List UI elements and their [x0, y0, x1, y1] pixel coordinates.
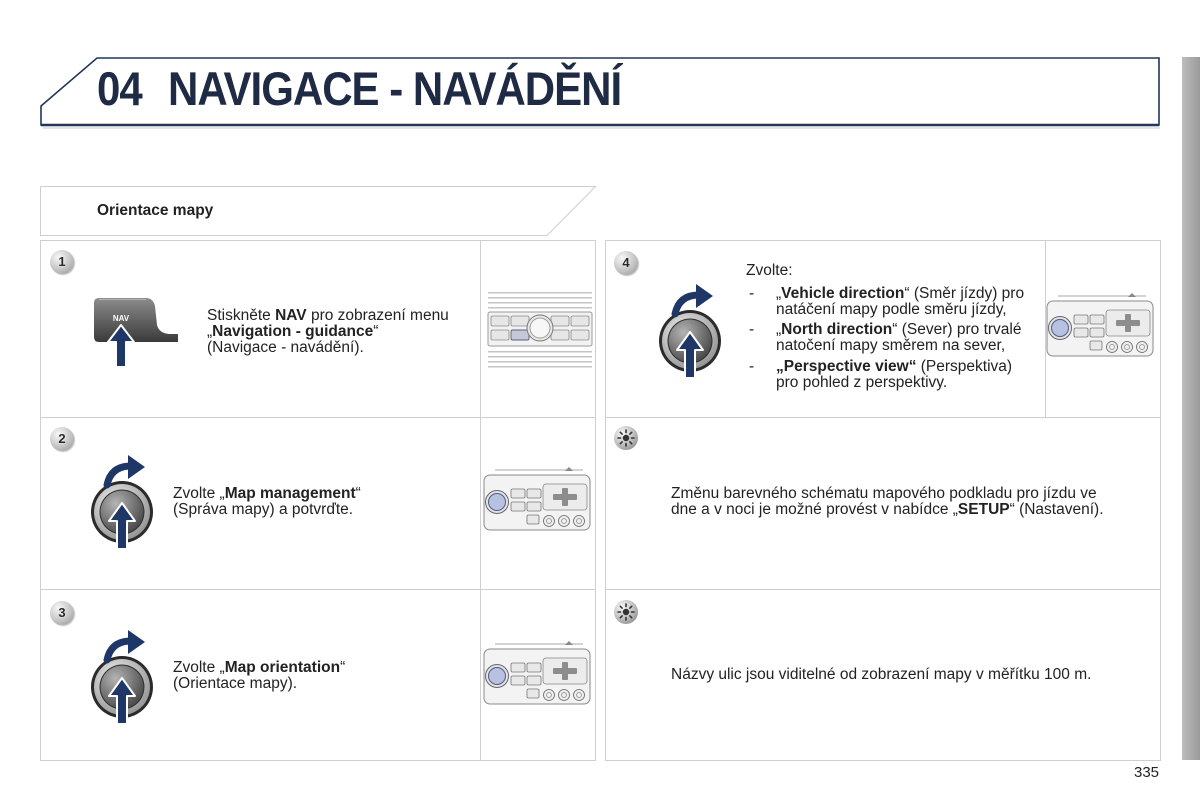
option-line — [776, 359, 1012, 375]
menu-map-management: Map management — [224, 485, 356, 502]
text-run: „ — [776, 321, 782, 338]
text-run: Změnu barevného schématu mapového podkladu pro jízdu ve — [671, 485, 1097, 502]
step-1-badge: 1 — [50, 250, 74, 274]
lightbulb-icon — [614, 426, 638, 450]
rotate-arrow-icon — [107, 630, 145, 660]
text-run: dne a v noci je možné provést v nabídce „ — [671, 501, 958, 518]
step-4-intro: Zvolte: — [746, 262, 793, 279]
text-run: pro pohled z perspektivy. — [776, 374, 948, 391]
control-knob-icon — [654, 281, 726, 381]
bullet: - — [749, 358, 755, 375]
chapter-number: 04 — [97, 62, 142, 116]
tip-line — [671, 502, 1104, 518]
option-vehicle-direction — [749, 286, 1049, 318]
text-run: Zvolte „ — [173, 485, 225, 502]
menu-setup: SETUP — [957, 501, 1010, 518]
option-text — [776, 286, 1024, 318]
step-1-instruction — [207, 308, 449, 356]
bullet: - — [749, 285, 755, 302]
option-perspective-view — [749, 359, 1049, 391]
option-north-direction — [749, 322, 1049, 354]
text-run: Názvy ulic jsou viditelné od zobrazení mapy v měřítku 100 m. — [671, 666, 1092, 683]
text-run: “ (Nastavení). — [1009, 501, 1104, 518]
text-run: „ — [207, 323, 213, 340]
nav-button-label: NAV — [112, 314, 130, 323]
text-run: “ — [355, 485, 361, 502]
step-4-badge: 4 — [614, 251, 638, 275]
menu-map-orientation: Map orientation — [224, 659, 341, 676]
illustration-divider — [480, 240, 481, 761]
tip-2-text — [671, 667, 1091, 683]
text-run: “ (Sever) pro trvalé — [892, 321, 1022, 338]
control-knob-icon — [86, 627, 158, 727]
option-line — [776, 286, 1024, 302]
text-run: natáčení mapy podle směru jízdy, — [776, 301, 1007, 318]
step-2-badge: 2 — [50, 427, 74, 451]
chapter-title-text: NAVIGACE - NAVÁDĚNÍ — [168, 62, 622, 116]
tip-line — [671, 667, 1091, 683]
control-knob-icon — [86, 452, 158, 552]
text-run: (Perspektiva) — [916, 358, 1013, 375]
tip-1-text — [671, 486, 1104, 518]
step-3-line-2 — [173, 676, 345, 692]
text-run: „ — [776, 285, 782, 302]
text-run: (Orientace mapy). — [173, 675, 298, 692]
text-run: “ (Směr jízdy) pro — [904, 285, 1025, 302]
option-name: „Perspective view“ — [776, 358, 917, 375]
step-2-instruction — [173, 486, 361, 518]
rotate-arrow-icon — [107, 455, 145, 485]
text-run: “ — [373, 323, 379, 340]
text-run: (Správa mapy) a potvrďte. — [173, 501, 354, 518]
option-text — [776, 359, 1012, 391]
text-run: pro zobrazení menu — [306, 307, 449, 324]
tip-line — [671, 486, 1104, 502]
radio-panel-icon — [483, 466, 593, 532]
page-number: 335 — [1134, 764, 1160, 781]
rotate-arrow-icon — [675, 284, 713, 314]
step-2-line-2 — [173, 502, 361, 518]
text-run: natočení mapy směrem na sever, — [776, 337, 1006, 354]
option-line — [776, 375, 1012, 391]
radio-panel-icon — [483, 640, 593, 706]
option-text — [776, 322, 1021, 354]
radio-panel-icon — [487, 290, 593, 370]
step-3-instruction — [173, 660, 345, 692]
step-1-line-2 — [207, 324, 449, 340]
section-heading: Orientace mapy — [97, 202, 214, 219]
option-name: North direction — [781, 321, 893, 338]
text-run: Zvolte „ — [173, 659, 225, 676]
chapter-side-tab — [1182, 57, 1200, 760]
bullet: - — [749, 321, 755, 338]
step-1-line-1 — [207, 308, 449, 324]
lightbulb-icon — [614, 600, 638, 624]
menu-navigation-guidance: Navigation - guidance — [212, 323, 374, 340]
step-3-line-1 — [173, 660, 345, 676]
section-heading-frame — [0, 0, 600, 240]
option-name: Vehicle direction — [781, 285, 905, 302]
nav-button-illustration — [90, 293, 185, 371]
option-line — [776, 302, 1024, 318]
text-run: (Navigace - navádění). — [207, 339, 364, 356]
text-run: “ — [340, 659, 346, 676]
nav-button-icon — [94, 298, 178, 342]
text-run: Stiskněte — [207, 307, 276, 324]
radio-panel-icon — [1046, 292, 1156, 358]
step-1-line-3 — [207, 340, 449, 356]
option-line — [776, 338, 1021, 354]
option-line — [776, 322, 1021, 338]
key-nav: NAV — [275, 307, 307, 324]
step-2-line-1 — [173, 486, 361, 502]
step-3-badge: 3 — [50, 601, 74, 625]
